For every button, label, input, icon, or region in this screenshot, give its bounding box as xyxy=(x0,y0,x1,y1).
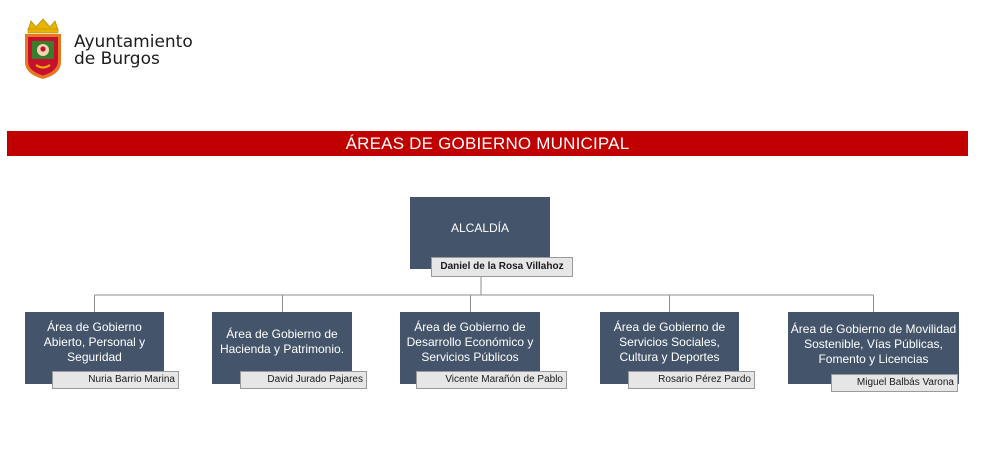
node-title: Área de Gobierno de Hacienda y Patrimonio. xyxy=(219,327,345,356)
node-person-area-4: Rosario Pérez Pardo xyxy=(628,371,755,389)
page-title: ÁREAS DE GOBIERNO MUNICIPAL xyxy=(345,134,630,153)
org-name-line2: de Burgos xyxy=(74,49,160,69)
node-person-area-1: Nuria Barrio Marina xyxy=(52,371,179,389)
node-person-area-3: Vicente Marañón de Pablo xyxy=(416,371,567,389)
node-person-area-2: David Jurado Pajares xyxy=(240,371,367,389)
node-title: ALCALDÍA xyxy=(450,221,510,235)
node-title: Área de Gobierno de Movilidad Sostenible, Vías Públicas, Fomento y Licencias xyxy=(790,322,957,366)
node-title: Área de Gobierno Abierto, Personal y Seguridad xyxy=(43,320,146,364)
org-name-line1: Ayuntamiento xyxy=(74,32,193,52)
node-title: Área de Gobierno de Servicios Sociales, Cultura y Deportes xyxy=(613,320,726,364)
node-title: Área de Gobierno de Desarrollo Económico y Servicios Públicos xyxy=(406,320,534,364)
node-person-area-5: Miguel Balbás Varona xyxy=(831,374,958,392)
node-person-alcaldia: Daniel de la Rosa Villahoz xyxy=(431,257,573,277)
